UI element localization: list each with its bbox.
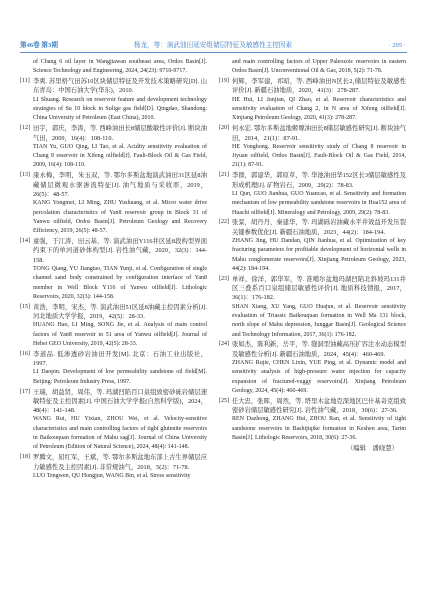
reference-number: [12]: [20, 125, 30, 132]
reference-number: [18]: [20, 454, 30, 461]
reference-entry: [219, 218, 406, 274]
reference-english: TONG Qiang, YU Jiangtao, TIAN Yunji, et al. Configuration of single channel sand body constrained by configuration interface of Yan8 member in Well Block Y116 of Yanwu oilfield[J]. Lithologic Reservoirs, 2020, 32(3): 144-158.: [33, 265, 207, 300]
reference-english: LI Shuang. Research on reservoir feature and development technology strategies of Su 10 block in Sulige gas field[D]. Qingdao, Shandong: China University of Petroleum (East China), 2010.: [33, 96, 207, 122]
reference-entry: [20, 303, 207, 349]
reference-chinese: 李群，郭建华，郭原草，等. 华池油田华152区长3储层敏感性及形成机理[J]. 矿物岩石，2009，29(2)：78-83.: [232, 172, 406, 189]
reference-chinese: 何辉，李军建，祁昭，等. 西峰油田N区长2₁储层特征及敏感性评价[J]. 新疆石油地质，2020，41(3)：278-287.: [232, 78, 406, 95]
reference-chinese: 张如杰，陈利新，岳平，等. 缝洞型油藏高压扩容注水动态模型及敏感性分析[J]. 新疆石油地质，2024，45(4)：460-469.: [232, 341, 406, 358]
issue-label: 第46卷 第3期: [20, 42, 58, 49]
reference-number: [16]: [20, 350, 30, 357]
reference-english: LI Qun, GUO Jianhua, GUO Yuancao, et al. Sensitivity and formation mechanism of low permeability sandstone reservoirs in Hua152 area of Huachi oilfield[J]. Mineralogy and Petrology, 2009, 29(2): 78-83.: [232, 190, 406, 216]
reference-entry: [219, 77, 406, 123]
reference-number: [19]: [219, 78, 229, 85]
reference-entry: [219, 124, 406, 170]
reference-chinese: 任大忠，张晖，周然，等. 塔里木盆地克深地区巴什基奇克组致密砂岩储层敏感性研究[J]. 岩性油气藏，2018，30(6)：27-36.: [232, 397, 406, 415]
reference-english: LI Daopin. Development of low permeability sandstone oil field[M]. Beijing: Petroleum Industry Press, 1997.: [33, 369, 207, 385]
reference-english: ZHANG Rujie, CHEN Lixin, YUE Ping, et al. Dynamic model and sensitivity analysis of high-pressure water injection for capacity expansion of fractured-vuggy reservoirs[J]. Xinjiang Petroleum Geology, 2024, 45(4): 460-469.: [232, 360, 406, 394]
running-header: [20, 41, 406, 51]
reference-number: [22]: [219, 219, 229, 226]
reference-number: [11]: [20, 78, 30, 85]
reference-number: [25]: [219, 397, 229, 404]
reference-english: REN Dazhong, ZHANG Hui, ZHOU Ran, et al. Sensitivity of tight sandstone reservoirs in Bashijiqike formation in Keshen area, Tarim Basin[J]. Lithologic Reservoirs, 2018, 30(6): 27-36.: [232, 416, 406, 442]
reference-english: HE Yonghong. Reservoir sensitivity study of Chang 8 reservoir in Jiyuan oilfield, Ordos Basin[J]. Fault-Block Oil & Gas Field, 2014, 21(1): 87-91.: [232, 143, 406, 169]
reference-number: [13]: [20, 172, 30, 179]
reference-entry: [219, 397, 406, 443]
reference-english: HE Hui, LI Junjian, QI Zhao, et al. Reservoir characteristics and sensitivity evaluation of Chang 2₁ in N area of Xifeng oilfield[J]. Xinjiang Petroleum Geology, 2020, 41(3): 278-287.: [232, 96, 406, 122]
reference-chinese: 张景，胡丹丹，秦建华，等. 玛湖砾岩油藏水平井效益开发压裂关键参数优化[J]. 新疆石油地质，2023，44(2)：184-194.: [232, 219, 406, 236]
reference-number: [24]: [219, 341, 229, 348]
reference-english: HUANG Hao, LI Ming, SONG Jie, et al. Analysis of main control factors of Yan8 reservoir in 51 area of Yanwu oilfield[J]. Journal of Hebei GEO University, 2019, 42(5): 28-33.: [33, 322, 207, 347]
reference-entry: [20, 388, 207, 453]
reference-chinese: 田宇，郭庆，李涛，等. 西峰油田长8储层酸敏性评价[J]. 断块油气田，2009，16(4)：108-110.: [33, 125, 207, 142]
reference-number: [20]: [219, 125, 229, 132]
reference-entry: [20, 453, 207, 481]
references-right-column: [219, 58, 406, 454]
reference-entry: [20, 171, 207, 236]
reference-number: [23]: [219, 275, 229, 282]
reference-number: [15]: [20, 303, 30, 310]
reference-entry: [219, 340, 406, 396]
reference-english: SHAN Xiang, XU Yang, GUO Huajun, et al. Reservoir sensitivity evaluation of Triassic Baikouquan formation in Well Ma 131 block, north slope of Mahu depression, Junggar Basin[J]. Geological Science and Technology Information, 2017, 36(1): 176-182.: [232, 303, 406, 338]
reference-chinese: 王瑞，胡益贤，周伟，等. 玛湖凹陷百口泉组致密砂砾岩储层速敏特征及主控因素[J]. 中国石油大学学报(自然科学版)，2024，48(4)：141-148.: [33, 388, 207, 415]
reference-entry: [20, 350, 207, 387]
reference-english: ZHANG Jing, HU Dandan, QIN Jianhua, et al. Optimization of key fracturing parameters for profitable development of horizontal wells in Mahu conglomerate reservoirs[J]. Xinjiang Petroleum Geology, 2023, 44(2): 184-194.: [232, 238, 406, 272]
reference-english: KANG Yongmei, LI Ming, ZHU Yushuang, et al. Micro water drive percolation characteristics of Yan8 reservoir group in Block 31 of Yanwu oilfield, Ordos Basin[J]. Petroleum Geology and Recovery Efficiency, 2019, 26(5): 48-57.: [33, 200, 207, 235]
running-title: 杨龙，等：演武油田延安组储层特征及敏感性主控因素: [133, 42, 293, 49]
reference-entry: [219, 275, 406, 340]
reference-number: [14]: [20, 238, 30, 245]
reference-chinese: 康永梅，李明，朱玉双，等. 鄂尔多斯盆地演武油田31区延8油藏储层微观水驱渗流特征[J]. 油气地质与采收率，2019，26(5)：48-57.: [33, 172, 207, 198]
reference-chinese: 罗腾文，屈红军，王斌，等. 鄂尔多斯盆地东部上古生界储层应力敏感性及主控因素[J]. 非常规油气，2018，5(2)：71-78.: [33, 454, 207, 471]
reference-number: [17]: [20, 388, 30, 395]
reference-chinese: 李道品. 低渗透砂岩油田开发[M]. 北京：石油工业出版社，1997.: [33, 350, 207, 368]
reference-continuation: of Chang 6 oil layer in Wangjiawan southeast area, Ordos Basin[J]. Science Technology and Engineering, 2024, 24(23): 9710-9717.: [33, 59, 207, 75]
editor-note: （编辑 潘晓慧）: [346, 445, 398, 453]
reference-english: LUO Tengwen, QU Hongjun, WANG Bin, et al. Stress sensitivity: [33, 472, 191, 479]
references-left-column: [20, 58, 207, 481]
reference-english: TIAN Yu, GUO Qing, LI Tao, et al. Acidity sensitivity evaluation of Chang 8 reservoir in Xifeng oilfield[J]. Fault-Block Oil & Gas Field, 2009, 16(4): 108-110.: [33, 143, 207, 169]
reference-entry: [219, 171, 406, 217]
reference-entry: [20, 237, 207, 302]
reference-english: WANG Rui, HU Yixian, ZHOU Wei, et al. Velocity-sensitive characteristics and main controlling factors of tight glutenite reservoirs in Baikouquan formation of Mahu sag[J]. Journal of China University of Petroleum (Edition of Natural Science), 2024, 48(4): 141-148.: [33, 416, 207, 451]
reference-chinese: 单祥，徐洋，郭华军，等. 准噶尔盆地玛湖凹陷北斜坡玛131井区三叠系百口泉组储层敏感性评价[J]. 地质科技情报，2017，36(1)：176-182.: [232, 275, 406, 302]
reference-entry: [20, 77, 207, 123]
reference-chinese: 何永宏. 鄂尔多斯盆地姬塬油田长8储层敏感性研究[J]. 断块油气田，2014，21(1)：87-91.: [232, 125, 406, 142]
reference-chinese: 黄浩，李明，宋杰，等. 演武油田51区延8油藏主控因素分析[J]. 河北地质大学学报，2019，42(5)：28-33.: [33, 303, 207, 320]
header-rule: [20, 52, 407, 53]
reference-number: [21]: [219, 172, 229, 179]
reference-chinese: 童强，于江涛，田云基，等. 演武油田Y116井区延8段构型界面约束下的单河道砂体构型[J]. 岩性油气藏，2020，32(3)：144-158.: [33, 238, 207, 264]
reference-continuation: and main controlling factors of Upper Paleozoic reservoirs in eastern Ordos Basin[J]. Unconventional Oil & Gas, 2018, 5(2): 71-78.: [232, 59, 406, 75]
reference-entry: [20, 124, 207, 170]
page-number: · 295 ·: [388, 42, 406, 49]
reference-chinese: 李爽. 苏里格气田苏10区块储层特征及开发技术策略研究[D]. 山东青岛：中国石油大学(华东)，2010.: [33, 78, 207, 95]
